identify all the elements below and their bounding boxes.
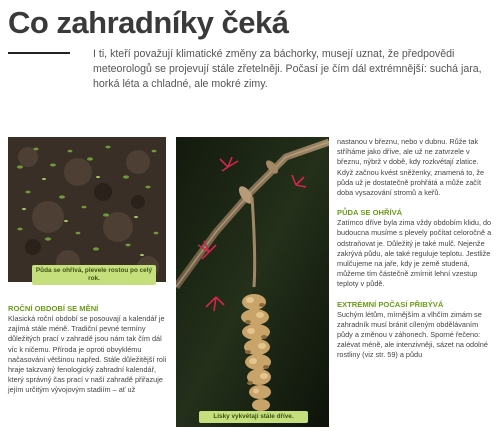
section-heading-seasons: ROČNÍ OBDOBÍ SE MĚNÍ — [8, 304, 99, 313]
soil-seedlings-photo — [8, 137, 166, 282]
section-heading-weather: EXTRÉMNÍ POČASÍ PŘIBÝVÁ — [337, 299, 444, 309]
hazel-catkin-photo — [176, 137, 329, 427]
lead-paragraph: I ti, kteří považují klimatické změny za báchorky, musejí uznat, že předpovědi meteorologů se projevují stále zřetelněji. Počasí je čím dál extrémnější: suchá jara, horká léta a chladné, ale mokré zimy. — [93, 48, 482, 90]
title-rule — [8, 52, 70, 54]
section-heading-soil: PŮDA SE OHŘÍVÁ — [337, 208, 403, 218]
article-title: Co zahradníky čeká — [8, 5, 289, 40]
right-column — [337, 137, 495, 361]
section-body-weather: Suchým létům, mírnějším a vlhčím zimám se zahradník musí bránit cíleným obdělávaním půdy a změnou v záhonech. Sporné řečeno: zalévat méně, ale intenzivněji, sázet na odolné rostliny (viz str. 59) a půdu — [337, 309, 488, 360]
hazel-photo-caption: Lísky vykvétají stále dříve. — [199, 411, 308, 423]
section-body-seasons: Klasická roční období se posouvají a kalendář je zajímá stále méně. Tradiční pevné termíny důležitých prací v zahradě jsou nám tak čím dál víc k ničemu. Příroda je oproti obvyklému načasování většinou napřed. Stále důležitější roli hraje takzvaný fenologický zahradní kalendář, který správný čas prací v naší zahradě přiřazuje jejím určitým vývojovým stadiím – ať už — [8, 314, 167, 395]
section-body-soil: Zatímco dříve byla zima vždy obdobím klidu, do budoucna musíme s plevely počítat celoročně a odstraňovat je. Důležitý je také mulč. Nejenže zakrývá půdu, ale také reguluje teplotu. Jestliže mulčujeme na jaře, kdy je země studená, můžeme tím částečně zmírnit lehní vzestup teploty v půdě. — [337, 218, 492, 289]
left-column — [8, 303, 168, 396]
soil-photo-caption: Půda se ohřívá, plevele rostou po celý rok. — [32, 265, 156, 285]
continued-paragraph: nastanou v březnu, nebo v dubnu. Růže tak stříháme jako dříve, ale už ne zatvrzele v březnu, nýbrž v době, kdy rozkvétají zlatice. Když začnou kvést sněženky, znamená to, že půda už je dostatečně prohřátá a může začít doba vysazování stromů a keřů. — [337, 137, 485, 198]
